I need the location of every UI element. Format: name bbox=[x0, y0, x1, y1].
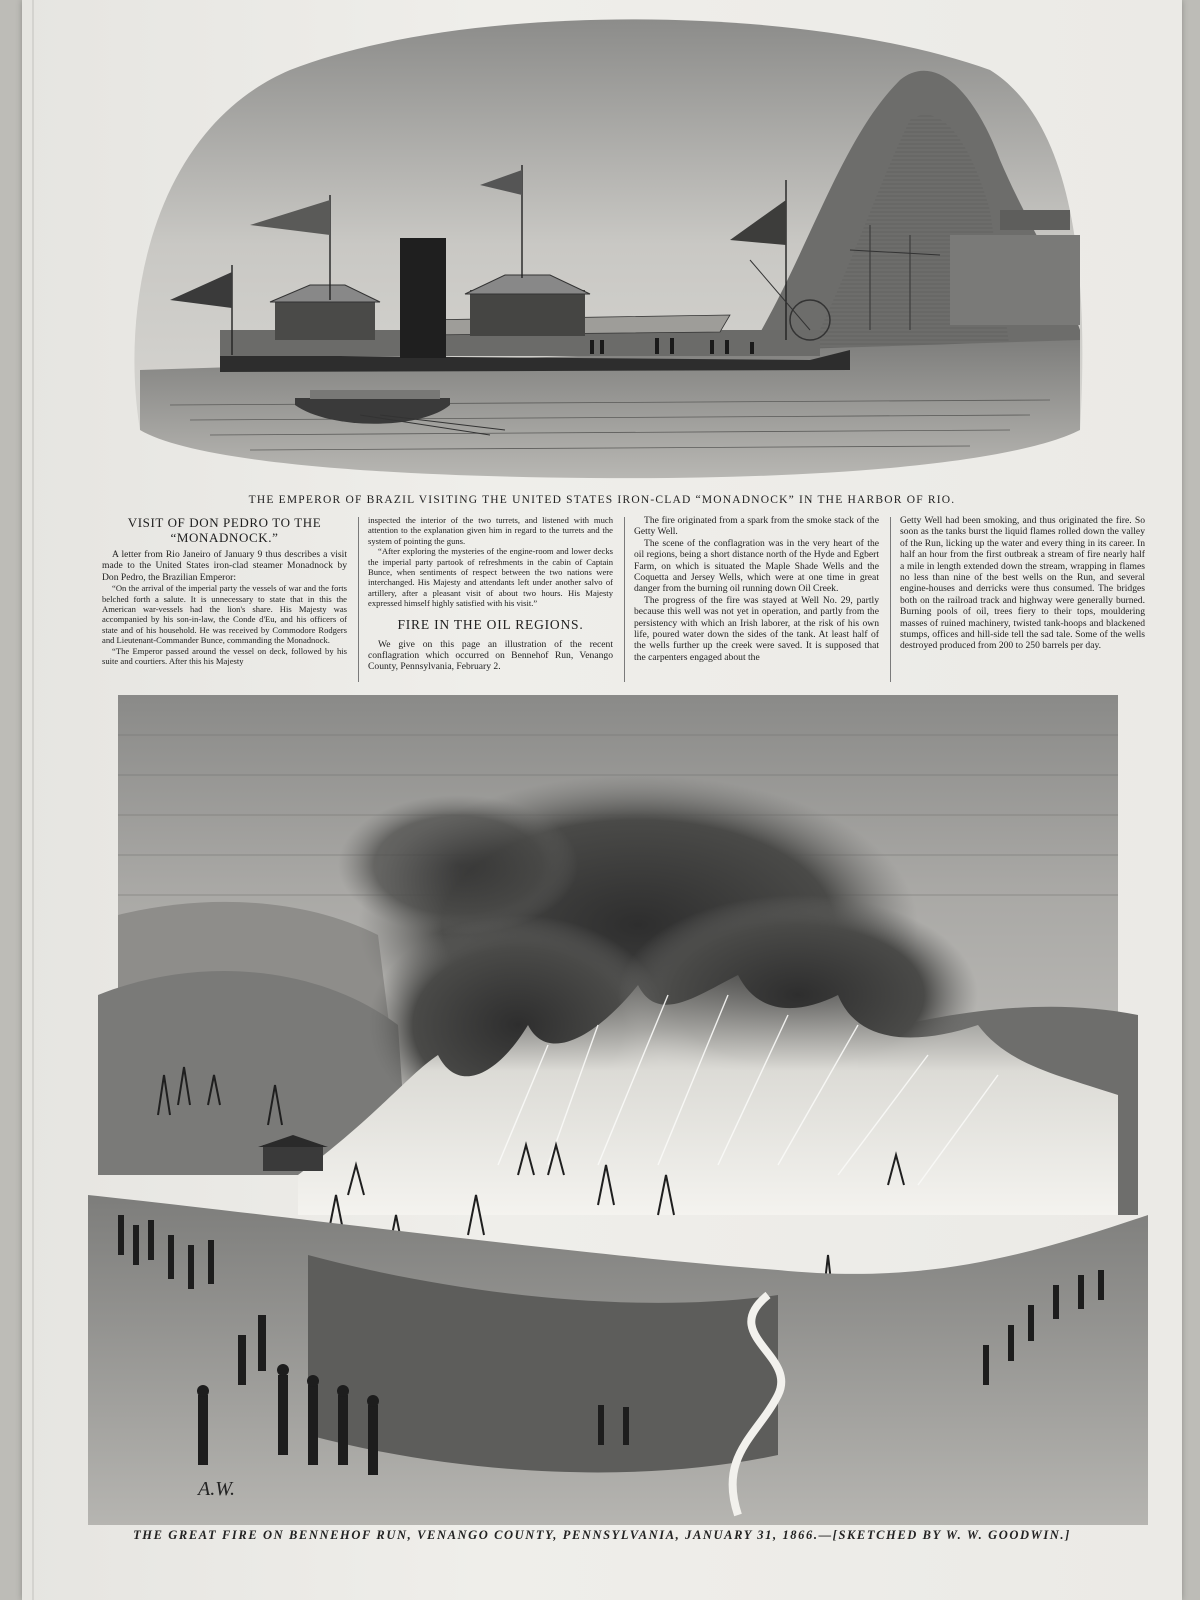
article-1-quote-1: “On the arrival of the imperial party the vessels of war and the forts belched forth a salute. It is unnecessary to state that in this the American war-vessels had the lion's share. His Majesty was accompanied by his son-in-law, the Conde d'Eu, and his officers of state and of his household. He was received by Commodore Rodgers and Lieutenant-Commander Bunce, commanding the Monadnock. bbox=[102, 583, 347, 646]
column-rule bbox=[358, 517, 359, 682]
monadnock-engraving-svg bbox=[110, 10, 1090, 480]
bennehof-fire-engraving-svg bbox=[78, 695, 1148, 1525]
column-4 bbox=[900, 515, 1145, 685]
column-1 bbox=[102, 515, 347, 685]
newspaper-page bbox=[22, 0, 1182, 1600]
article-1-quote-3: “After exploring the mysteries of the engine-room and lower decks the imperial party partook of refreshments in the cabin of Captain Bunce, when sentiments of respect between the two nations were interchanged. His Majesty and attendants left under another salvo of artillery, after a pleasant visit of about two hours. His Majesty expressed himself highly satisfied with his visit.” bbox=[368, 546, 613, 609]
bottom-illustration-caption: THE GREAT FIRE ON BENNEHOF RUN, VENANGO COUNTY, PENNSYLVANIA, JANUARY 31, 1866.—[SKETCHED BY W. W. GOODWIN.] bbox=[133, 1528, 1071, 1542]
article-1-lead: A letter from Rio Janeiro of January 9 thus describes a visit made to the United States iron-clad steamer Monadnock by Don Pedro, the Brazilian Emperor: bbox=[102, 549, 347, 583]
column-3 bbox=[634, 515, 879, 685]
article-2-headline: FIRE IN THE OIL REGIONS. bbox=[397, 616, 584, 632]
monadnock-engraving bbox=[110, 10, 1090, 480]
article-2-p2: The fire originated from a spark from the smoke stack of the Getty Well. bbox=[634, 515, 879, 538]
bennehof-fire-engraving bbox=[78, 695, 1148, 1525]
top-illustration-caption: THE EMPEROR OF BRAZIL VISITING THE UNITED STATES IRON-CLAD “MONADNOCK” IN THE HARBOR OF RIO. bbox=[248, 494, 956, 506]
article-2-p1: We give on this page an illustration of the recent conflagration which occurred on Bennehof Run, Venango County, Pennsylvania, February 2. bbox=[368, 638, 613, 673]
article-1-quote-2: “The Emperor passed around the vessel on deck, followed by his suite and courtiers. After this his Majesty bbox=[102, 645, 347, 667]
article-2-p4: The progress of the fire was stayed at Well No. 29, partly because this well was not yet in operation, and partly from the persistency with which an Irish laborer, at the risk of his own life, poured water down the sides of the tank. At least half of the wells further up the creek were saved. It is supposed that the carpenters engaged about the bbox=[634, 594, 879, 663]
article-2-p3: The scene of the conflagration was in the very heart of the oil regions, being a short distance north of the Hyde and Egbert Farm, on which is situated the Maple Shade Wells and the Coquetta and Jersey Wells, which were at one time in great danger from the burning oil running down Oil Creek. bbox=[634, 537, 879, 595]
article-1-headline: VISIT OF DON PEDRO TO THE “MONADNOCK.” bbox=[127, 515, 322, 545]
column-2 bbox=[368, 515, 613, 685]
column-rule bbox=[890, 517, 891, 682]
article-columns bbox=[102, 515, 1145, 685]
artist-signature: A.W. bbox=[198, 1478, 236, 1500]
column-rule bbox=[624, 517, 625, 682]
article-2-p5: Getty Well had been smoking, and thus originated the fire. So soon as the tanks burst the liquid flames rolled down the valley of the Run, licking up the water and every thing in its career. In half an hour from the first outbreak a stream of fire nearly half a mile in length extended down the stream, wrapping in flames no less than nine of the best wells on the Run, and several engine-houses and derricks were thus consumed. The bridges both on the railroad track and highway were generally burned. Burning pools of oil, trees fiery to their tops, mouldering masses of ruined machinery, twisted tank-hoops and blackened stumps, offices and hill-side tell the sad tale. Some of the wells destroyed produced from 200 to 250 barrels per day. bbox=[900, 515, 1145, 652]
page-fold bbox=[32, 0, 34, 1600]
article-1-continued: inspected the interior of the two turrets, and listened with much attention to the explanation given him in regard to the turrets and the system of pointing the guns. bbox=[368, 515, 613, 546]
